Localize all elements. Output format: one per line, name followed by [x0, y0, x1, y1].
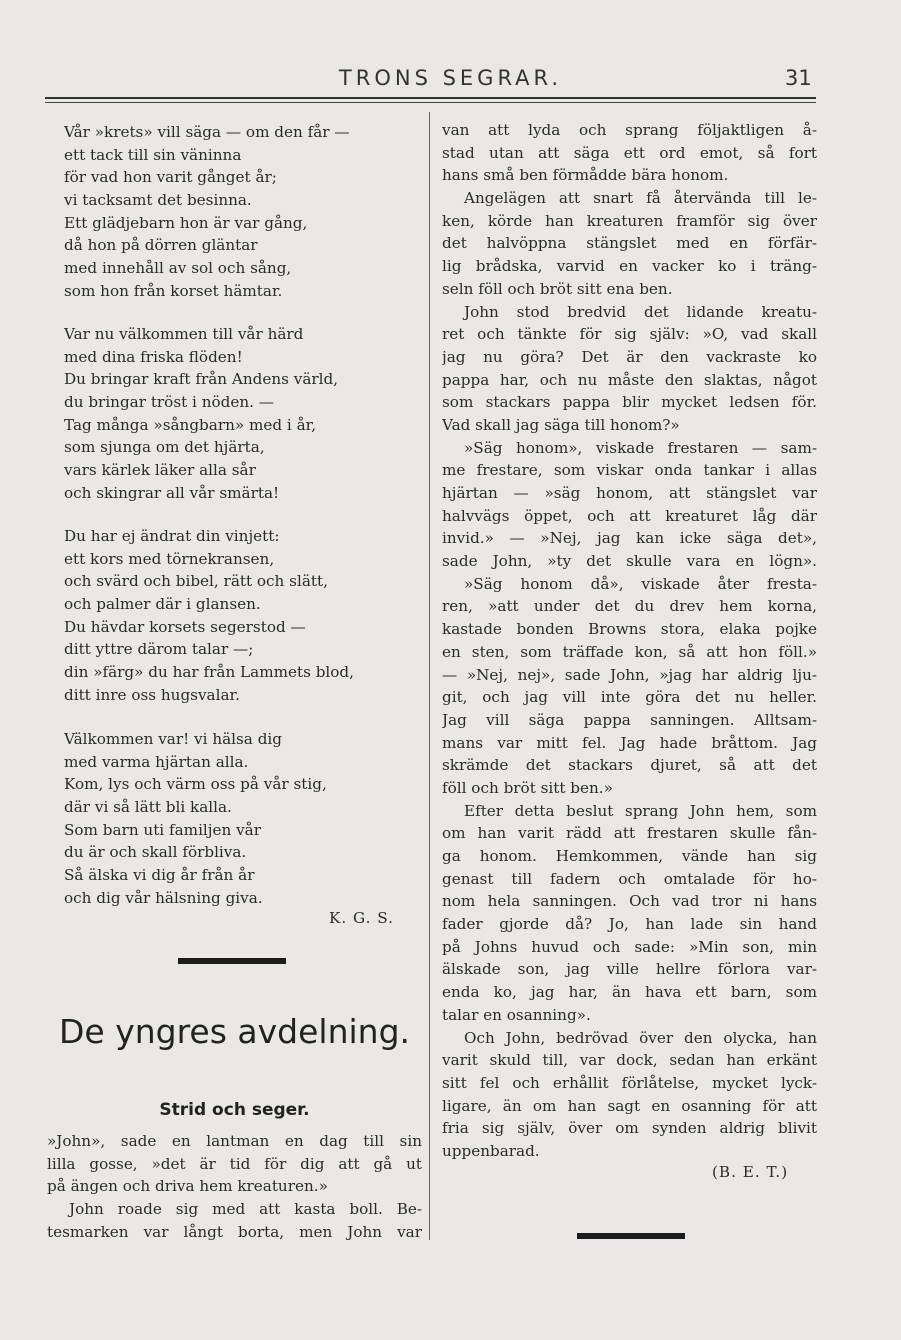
text-line: om han varit rädd att frestaren skulle fån- [442, 824, 817, 843]
text-line: jag nu göra? Det är den vackraste ko [442, 347, 817, 366]
text-line: Vad skall jag säga till honom?» [442, 415, 680, 434]
text-line: lilla gosse, »det är tid för dig att gå ut [47, 1154, 422, 1173]
text-line: ga honom. Hemkommen, vände han sig [442, 847, 817, 865]
text-line: Tag många »sångbarn» med i år, [64, 415, 317, 434]
text-line: Vår »krets» vill säga — om den får — [64, 123, 350, 141]
poem-stanza [47, 728, 422, 910]
text-line: du är och skall förbliva. [64, 843, 247, 862]
text-line: Jag vill säga pappa sanningen. Alltsam- [442, 710, 817, 729]
text-line: skrämde det stackars djuret, så att det [442, 756, 817, 775]
text-line: älskade son, jag ville hellre förlora var- [442, 960, 817, 979]
text-line: Så älska vi dig år från år [64, 866, 255, 885]
text-line: en sten, som träffade kon, så att hon föll.» [442, 642, 817, 661]
text-line: enda ko, jag har, än hava ett barn, som [442, 983, 817, 1002]
text-line: sade John, »ty det skulle vara en lögn». [442, 552, 817, 571]
text-line: nom hela sanningen. Och vad tror ni hans [442, 892, 817, 911]
text-line: seln föll och bröt sitt ena ben. [442, 279, 673, 298]
text-line: som sjunga om det hjärta, [64, 438, 265, 457]
text-line: föll och bröt sitt ben.» [442, 778, 613, 797]
text-line: ett kors med törnekransen, [64, 549, 275, 568]
text-line: Var nu välkommen till vår härd [64, 325, 304, 343]
text-line: där vi så lätt bli kalla. [64, 798, 232, 817]
text-line: ett tack till sin väninna [64, 145, 242, 164]
text-line: hjärtan — »säg honom, att stängslet var [442, 484, 817, 502]
text-line: för vad hon varit gånget år; [64, 168, 277, 187]
text-line: din »färg» du har från Lammets blod, [64, 663, 354, 682]
text-line: stad utan att säga ett ord emot, så fort [442, 143, 817, 162]
text-line: Du hävdar korsets segerstod — [64, 617, 306, 636]
text-line: Kom, lys och värm oss på vår stig, [64, 775, 327, 794]
text-line: vi tacksamt det besinna. [64, 191, 252, 210]
end-ornament [577, 1233, 685, 1239]
header-rule-thin [45, 102, 816, 103]
text-line: »Säg honom då», viskade åter fresta- [464, 574, 817, 593]
text-line: uppenbarad. [442, 1141, 540, 1160]
text-line: lig brådska, varvid en vacker ko i träng- [442, 257, 817, 276]
poem-stanza [47, 323, 422, 505]
text-line: sitt fel och erhållit förlåtelse, mycket lyck- [442, 1073, 817, 1092]
text-line: Och John, bedrövad över den olycka, han [464, 1028, 817, 1047]
text-line: Du har ej ändrat din vinjett: [64, 527, 280, 545]
text-line: halvvägs öppet, och att kreaturet låg där [442, 506, 817, 525]
text-line: varit skuld till, var dock, sedan han erkänt [442, 1051, 817, 1070]
text-line: John stod bredvid det lidande kreatu- [464, 302, 817, 321]
text-line: och skingrar all vår smärta! [64, 483, 280, 502]
text-line: vars kärlek läker alla sår [64, 461, 256, 480]
poem-signature: K. G. S. [329, 909, 394, 927]
text-line: på ängen och driva hem kreaturen.» [47, 1177, 328, 1196]
text-line: på Johns huvud och sade: »Min son, min [442, 937, 817, 956]
text-line: och svärd och bibel, rätt och slätt, [64, 572, 328, 591]
text-line: som stackars pappa blir mycket ledsen för. [442, 393, 817, 412]
text-line: fader gjorde då? Jo, han lade sin hand [442, 915, 817, 934]
text-line: mans var mitt fel. Jag hade bråttom. Jag [442, 733, 817, 752]
section-ornament [178, 958, 286, 964]
text-line: ditt yttre därom talar —; [64, 640, 254, 659]
text-line: ren, »att under det du drev hem korna, [442, 597, 817, 616]
text-line: med dina friska flöden! [64, 347, 243, 366]
text-line: invid.» — »Nej, jag kan icke säga det», [442, 529, 817, 548]
story-signature: (B. E. T.) [712, 1163, 789, 1181]
text-line: tesmarken var långt borta, men John var [47, 1222, 422, 1241]
text-line: med varma hjärtan alla. [64, 752, 249, 771]
text-line: — »Nej, nej», sade John, »jag har aldrig lju- [442, 665, 817, 684]
text-line: ken, körde han kreaturen framför sig över [442, 211, 817, 230]
text-line: Som barn uti familjen vår [64, 820, 261, 839]
text-line: ligare, än om han sagt en osanning för att [442, 1096, 817, 1115]
story-title: Strid och seger. [159, 1100, 310, 1120]
text-line: kastade bonden Browns stora, elaka pojke [442, 620, 817, 639]
text-line: »John», sade en lantman en dag till sin [47, 1132, 422, 1150]
text-line: pappa har, och nu måste den slaktas, något [442, 370, 817, 389]
text-line: det halvöppna stängslet med en förfär- [442, 234, 817, 253]
text-line: me frestare, som viskar onda tankar i allas [442, 461, 817, 480]
column-divider [429, 112, 430, 1240]
text-line: Efter detta beslut sprang John hem, som [464, 801, 817, 820]
text-line: Välkommen var! vi hälsa dig [64, 730, 282, 748]
text-line: ret och tänkte för sig själv: »O, vad skall [442, 325, 817, 344]
poem-stanza [47, 121, 422, 303]
text-line: genast till fadern och omtalade för ho- [442, 869, 817, 888]
page-number: 31 [785, 66, 812, 90]
text-line: som hon från korset hämtar. [64, 281, 283, 300]
text-line: du bringar tröst i nöden. — [64, 393, 274, 412]
text-line: med innehåll av sol och sång, [64, 259, 292, 278]
text-line: git, och jag vill inte göra det nu heller. [442, 688, 817, 707]
running-header-title: TRONS SEGRAR. [338, 66, 563, 90]
text-line: »Säg honom», viskade frestaren — sam- [464, 438, 817, 457]
text-line: då hon på dörren gläntar [64, 236, 258, 255]
text-line: Angelägen att snart få återvända till le- [464, 189, 817, 208]
text-line: hans små ben förmådde bära honom. [442, 166, 729, 185]
header-rule-thick [45, 97, 816, 99]
story-text-left [47, 1130, 422, 1243]
text-line: fria sig själv, över om synden aldrig blivit [442, 1119, 817, 1138]
text-line: talar en osanning». [442, 1005, 591, 1024]
text-line: Du bringar kraft från Andens värld, [64, 370, 339, 389]
text-line: Ett glädjebarn hon är var gång, [64, 213, 308, 232]
story-text-right [442, 119, 817, 1163]
section-heading: De yngres avdelning. [58, 1012, 411, 1051]
text-line: ditt inre oss hugsvalar. [64, 685, 240, 704]
text-line: och palmer där i glansen. [64, 595, 261, 614]
poem-stanza [47, 525, 422, 707]
text-line: och dig vår hälsning giva. [64, 888, 263, 907]
text-line: John roade sig med att kasta boll. Be- [69, 1200, 422, 1219]
text-line: van att lyda och sprang följaktligen å- [442, 121, 817, 139]
